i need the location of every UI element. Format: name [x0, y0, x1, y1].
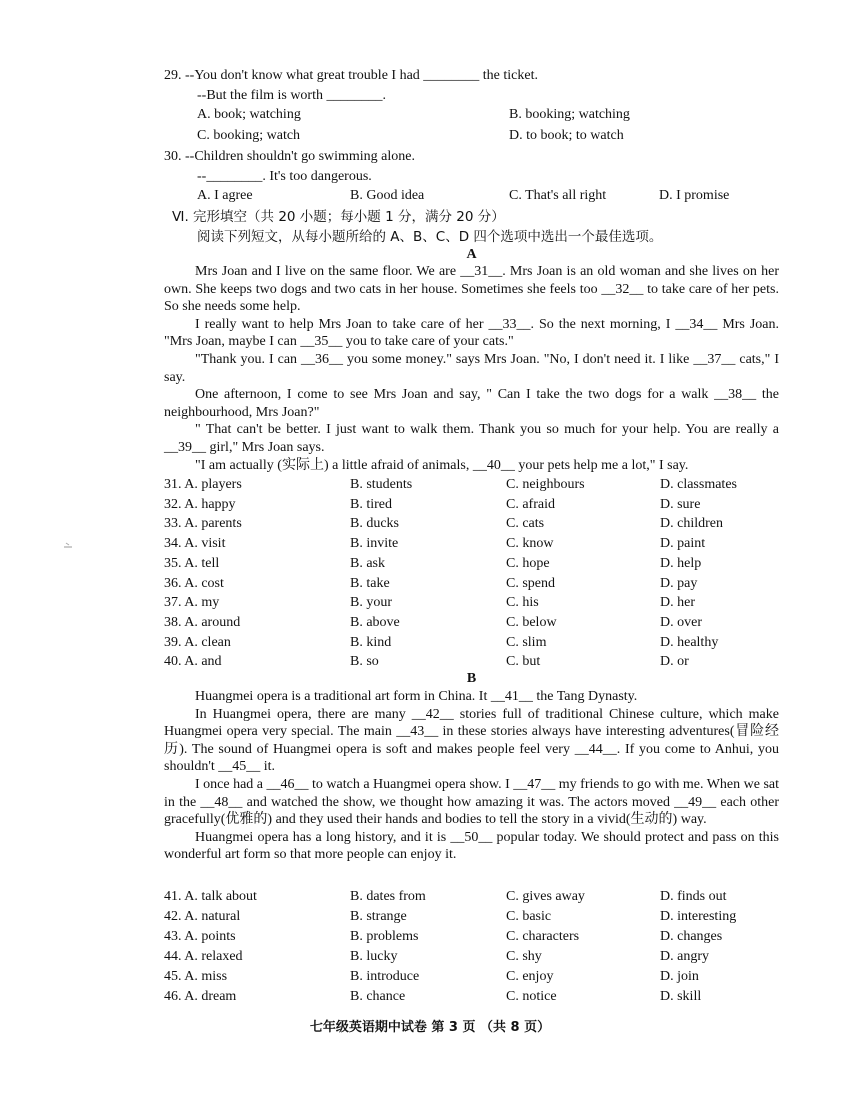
passage-b-option: C. gives away	[506, 889, 585, 904]
passage-a-option: D. help	[660, 555, 702, 571]
q30-stem: 30. --Children shouldn't go swimming alone.	[164, 149, 416, 164]
q30-option-a: A. I agree	[197, 188, 253, 203]
passage-b-option: B. dates from	[350, 889, 426, 904]
passage-a-option: 37. A. my	[164, 595, 220, 611]
q29-option-c: C. booking; watch	[197, 128, 301, 143]
passage-b-option: D. angry	[660, 948, 709, 964]
passage-a-option: 32. A. happy	[164, 496, 236, 512]
passage-a-option: D. over	[660, 614, 702, 630]
passage-a-option-row	[164, 614, 794, 632]
q29-option-d: D. to book; to watch	[509, 128, 624, 143]
passage-b-option: D. join	[660, 968, 699, 984]
passage-a-option: C. know	[506, 536, 554, 552]
passage-b-option: D. skill	[660, 988, 702, 1004]
passage-b-option: 45. A. miss	[164, 968, 228, 984]
passage-a-option-row	[164, 496, 794, 514]
passage-b-option: B. chance	[350, 988, 406, 1004]
passage-a-option: D. sure	[660, 496, 701, 512]
passage-a-paragraph: One afternoon, I come to see Mrs Joan and say, " Can I take the two dogs for a walk __38__ the neighbourhood, Mrs Joan?"	[164, 387, 779, 420]
passage-b	[164, 688, 779, 864]
passage-b-option-row	[164, 988, 794, 1006]
passage-a-option-row	[164, 634, 794, 652]
passage-a-option: B. kind	[350, 634, 392, 650]
passage-b-option: C. basic	[506, 908, 552, 924]
passage-b-option: D. changes	[660, 928, 723, 944]
passage-a-option: B. above	[350, 614, 400, 630]
passage-a-option: C. neighbours	[506, 477, 585, 492]
page-footer: 七年级英语期中试卷 第 3 页 （共 8 页）	[309, 1020, 551, 1035]
passage-a-option: B. so	[350, 654, 379, 670]
passage-a-option: B. students	[350, 477, 413, 492]
q29-options-row2	[197, 127, 827, 145]
passage-a-option: C. but	[506, 654, 541, 670]
passage-b-paragraph: In Huangmei opera, there are many __42__ stories full of traditional Chinese culture, which make Huangmei opera very special. The main __43__ in these stories always have interesting adventures(冒险经历). The sound of Huangmei opera is soft and makes people feel very __44__. If you come to Anhui, you shouldn't __45__ it.	[164, 706, 779, 775]
passage-b-paragraph: Huangmei opera is a traditional art form in China. It __41__ the Tang Dynasty.	[195, 689, 638, 704]
passage-a-option-row	[164, 535, 794, 553]
passage-a-option-row	[164, 515, 794, 533]
passage-a-option: 34. A. visit	[164, 536, 226, 552]
passage-a-option: B. your	[350, 595, 392, 611]
q30-option-d: D. I promise	[659, 188, 730, 203]
passage-a-option: B. tired	[350, 496, 392, 512]
passage-a-option: C. his	[506, 595, 539, 611]
passage-a-option: D. paint	[660, 536, 706, 552]
passage-b-option-row	[164, 888, 794, 906]
passage-a-option: C. hope	[506, 555, 550, 571]
passage-b-option: 43. A. points	[164, 928, 236, 944]
passage-b-option: C. shy	[506, 948, 542, 964]
passage-a-paragraph: I really want to help Mrs Joan to take care of her __33__. So the next morning, I __34__ Mrs Joan. "Mrs Joan, maybe I can __35__ you to take care of your cats."	[164, 316, 779, 350]
passage-a-option: 36. A. cost	[164, 575, 224, 591]
passage-b-option: D. finds out	[660, 889, 727, 904]
scan-mark-icon	[63, 541, 73, 549]
passage-a-option: D. children	[660, 516, 723, 532]
passage-a-option: D. her	[660, 595, 695, 611]
passage-a-option: D. or	[660, 654, 689, 670]
passage-b-option: B. strange	[350, 908, 407, 924]
passage-b-option: 42. A. natural	[164, 908, 241, 924]
passage-a-paragraph: "Thank you. I can __36__ you some money." says Mrs Joan. "No, I don't need it. I like __37__ cats," I say.	[164, 351, 779, 385]
passage-a-option: B. invite	[350, 536, 399, 552]
passage-a-option: 39. A. clean	[164, 634, 231, 650]
q30-option-b: B. Good idea	[350, 188, 425, 203]
passage-b-option: 44. A. relaxed	[164, 948, 243, 964]
passage-a-option-row	[164, 575, 794, 593]
passage-b-option: D. interesting	[660, 908, 737, 924]
passage-b-option: 46. A. dream	[164, 988, 237, 1004]
passage-b-option-row	[164, 928, 794, 946]
passage-b-option: C. enjoy	[506, 968, 554, 984]
passage-a-option: C. below	[506, 614, 557, 630]
passage-a-paragraph: "I am actually (实际上) a little afraid of animals, __40__ your pets help me a lot," I say.	[195, 457, 689, 473]
passage-a-option: 35. A. tell	[164, 555, 220, 571]
passage-a-option: 31. A. players	[164, 477, 242, 492]
passage-b-option: 41. A. talk about	[164, 889, 257, 904]
q29-stem: 29. --You don't know what great trouble I had ________ the ticket.	[164, 68, 538, 83]
q29-options-row1	[197, 106, 827, 124]
passage-b-option: C. characters	[506, 928, 580, 944]
passage-b-heading: B	[466, 671, 477, 686]
passage-a-heading: A	[466, 247, 477, 262]
q29-option-b: B. booking; watching	[509, 107, 630, 122]
passage-b-option: B. introduce	[350, 968, 420, 984]
q29-option-a: A. book; watching	[197, 107, 301, 122]
passage-a-option: C. spend	[506, 575, 555, 591]
q29-response: --But the film is worth ________.	[197, 88, 386, 103]
passage-a-option: 38. A. around	[164, 614, 241, 630]
passage-a-option-row	[164, 653, 794, 671]
q30-option-c: C. That's all right	[509, 188, 607, 203]
passage-a-paragraph: Mrs Joan and I live on the same floor. We are __31__. Mrs Joan is an old woman and she lives on her own. She keeps two dogs and two cats in her house. Sometimes she feels too __32__ to take care of her pets. So she needs some help.	[164, 264, 779, 315]
passage-a-option: B. ducks	[350, 516, 399, 532]
passage-a-option: B. ask	[350, 555, 385, 571]
q30-response: --________. It's too dangerous.	[197, 169, 372, 184]
passage-a-option: D. healthy	[660, 634, 719, 650]
passage-a-option: 33. A. parents	[164, 516, 242, 532]
passage-a-option: D. classmates	[660, 477, 737, 492]
passage-b-option: C. notice	[506, 988, 557, 1004]
passage-a	[164, 263, 779, 474]
passage-a-option-row	[164, 594, 794, 612]
passage-b-option: B. problems	[350, 928, 419, 944]
passage-b-paragraph: I once had a __46__ to watch a Huangmei opera show. I __47__ my friends to go with me. When we sat in the __48__ and watched the show, we thought how amazing it was. The actors moved __49__ each other gracefully(优雅的) and they used their hands and bodies to tell the story in a vivid(生动的) way.	[164, 776, 779, 828]
passage-b-option-row	[164, 908, 794, 926]
section-instruction: 阅读下列短文，从每小题所给的 A、B、C、D 四个选项中选出一个最佳选项。	[197, 229, 663, 245]
passage-a-option: 40. A. and	[164, 654, 222, 670]
q30-options-row	[197, 187, 827, 205]
passage-b-option-row	[164, 948, 794, 966]
passage-a-option: B. take	[350, 575, 390, 591]
passage-a-paragraph: " That can't be better. I just want to walk them. Thank you so much for your help. You are really a __39__ girl," Mrs Joan says.	[164, 422, 779, 455]
passage-b-option: B. lucky	[350, 948, 398, 964]
passage-a-option: C. afraid	[506, 496, 555, 512]
passage-a-option: D. pay	[660, 575, 698, 591]
passage-b-option-row	[164, 968, 794, 986]
passage-b-paragraph: Huangmei opera has a long history, and it is __50__ popular today. We should protect and pass on this wonderful art form so that more people can enjoy it.	[164, 829, 779, 863]
passage-a-option-row	[164, 555, 794, 573]
passage-a-option-row	[164, 476, 794, 494]
passage-a-option: C. cats	[506, 516, 545, 532]
passage-a-option: C. slim	[506, 634, 547, 650]
section-title: Ⅵ. 完形填空（共 20 小题；每小题 1 分，满分 20 分）	[172, 209, 505, 225]
